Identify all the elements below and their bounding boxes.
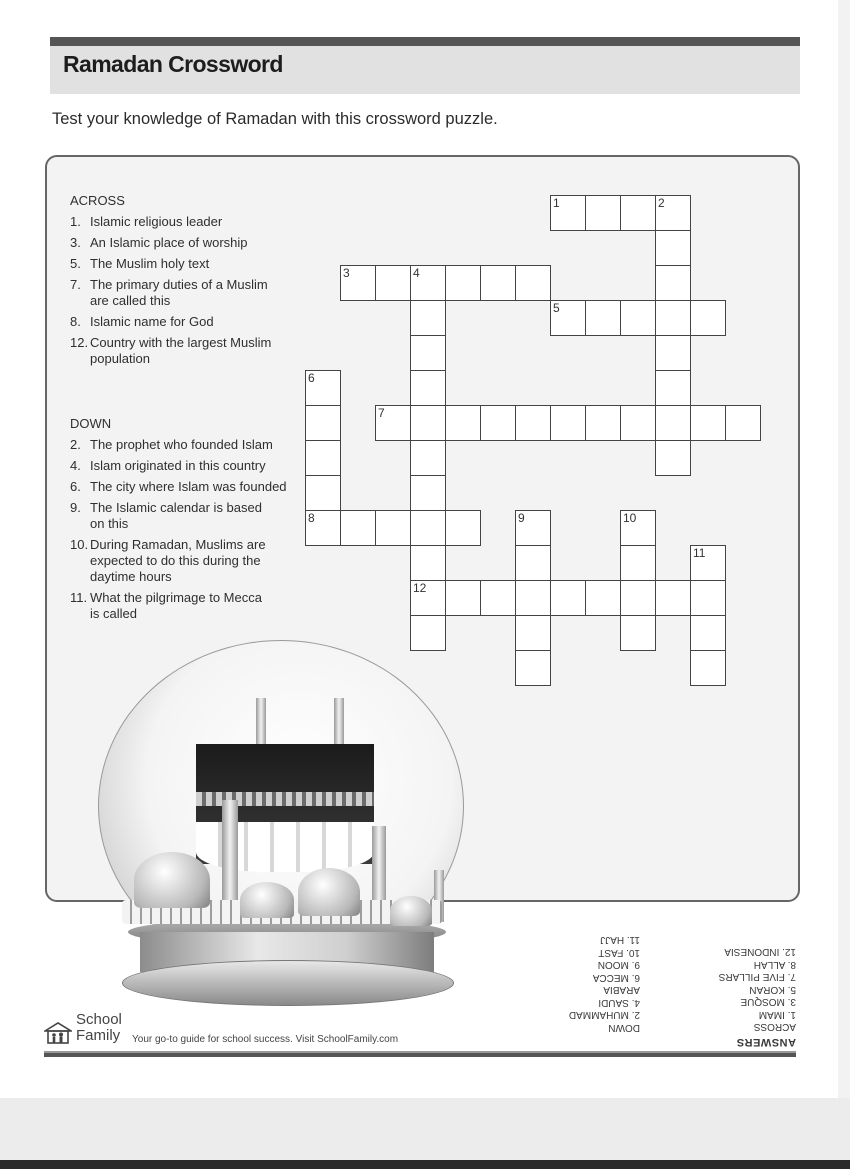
crossword-cell[interactable] — [445, 405, 481, 441]
answer-item: 3. MOSQUE — [740, 996, 796, 1008]
clue-text: During Ramadan, Muslims are expected to do this during the daytime hours — [90, 537, 266, 584]
cell-number: 11 — [693, 546, 706, 560]
crossword-cell[interactable] — [550, 405, 586, 441]
dome — [134, 852, 210, 908]
clue-number: 3. — [70, 235, 81, 250]
crossword-cell[interactable] — [655, 580, 691, 616]
cell-number: 4 — [413, 266, 420, 280]
crossword-cell[interactable] — [620, 545, 656, 581]
crossword-cell[interactable] — [550, 300, 586, 336]
footer-divider — [44, 1051, 796, 1057]
crossword-cell[interactable] — [410, 580, 446, 616]
page-title: Ramadan Crossword — [63, 51, 283, 77]
cell-number: 7 — [378, 406, 385, 420]
answer-item: 4. SAUDI ARABIA — [598, 984, 640, 1008]
dome — [298, 868, 360, 916]
clue-number: 7. — [70, 277, 81, 292]
crossword-cell[interactable] — [620, 510, 656, 546]
crossword-cell[interactable] — [410, 370, 446, 406]
clue-text: The prophet who founded Islam — [90, 437, 273, 452]
clue-text: Islamic name for God — [90, 314, 214, 329]
crossword-cell[interactable] — [410, 440, 446, 476]
crossword-cell[interactable] — [340, 265, 376, 301]
cell-number: 12 — [413, 581, 427, 595]
dome — [240, 882, 294, 918]
crossword-cell[interactable] — [410, 545, 446, 581]
answer-item: 12. INDONESIA — [724, 946, 796, 958]
crossword-cell[interactable] — [375, 405, 411, 441]
crossword-cell[interactable] — [655, 195, 691, 231]
crossword-cell[interactable] — [690, 650, 726, 686]
clue-number: 11. — [70, 590, 88, 605]
crossword-cell[interactable] — [410, 615, 446, 651]
crossword-cell[interactable] — [585, 195, 621, 231]
crossword-cell[interactable] — [655, 300, 691, 336]
answers-key — [560, 932, 796, 1048]
answers-across-heading: ACROSS — [753, 1021, 796, 1033]
crossword-cell[interactable] — [620, 405, 656, 441]
clue-text: The Muslim holy text — [90, 256, 210, 271]
clue-number: 2. — [70, 437, 81, 452]
cell-number: 2 — [658, 196, 665, 210]
house-icon — [44, 1022, 72, 1044]
intro-text: Test your knowledge of Ramadan with this crossword puzzle. — [52, 110, 498, 128]
answer-item: 9. MOON — [597, 959, 640, 971]
crossword-cell[interactable] — [410, 265, 446, 301]
crossword-cell[interactable] — [340, 510, 376, 546]
schoolfamily-logo — [44, 1012, 134, 1048]
crossword-cell[interactable] — [655, 230, 691, 266]
logo-line: School — [76, 1011, 122, 1028]
crossword-cell[interactable] — [550, 580, 586, 616]
clue-text: Islam originated in this country — [90, 458, 266, 473]
crossword-cell[interactable] — [515, 615, 551, 651]
crossword-cell[interactable] — [305, 510, 341, 546]
crossword-cell[interactable] — [620, 615, 656, 651]
logo-line: Family — [76, 1027, 121, 1044]
clue-text: Islamic religious leader — [90, 214, 223, 229]
crossword-cell[interactable] — [620, 580, 656, 616]
clue-text: What the pilgrimage to Mecca is called — [90, 590, 262, 621]
crossword-cell[interactable] — [620, 195, 656, 231]
dome — [390, 896, 432, 926]
cell-number: 8 — [308, 511, 315, 525]
crossword-cell[interactable] — [305, 440, 341, 476]
crossword-cell[interactable] — [655, 440, 691, 476]
answer-item: 6. MECCA — [592, 972, 640, 983]
crossword-cell[interactable] — [305, 405, 341, 441]
down-heading: DOWN — [70, 416, 112, 431]
crossword-cell[interactable] — [375, 510, 411, 546]
cell-number: 6 — [308, 371, 315, 385]
crossword-cell[interactable] — [655, 265, 691, 301]
crossword-cell[interactable] — [515, 265, 551, 301]
cell-number: 5 — [553, 301, 560, 315]
crossword-cell[interactable] — [445, 265, 481, 301]
cell-number: 9 — [518, 511, 525, 525]
cell-number: 10 — [623, 511, 637, 525]
cell-number: 3 — [343, 266, 350, 280]
clue-text: Country with the largest Muslim population — [90, 335, 272, 366]
crossword-cell[interactable] — [305, 370, 341, 406]
answer-item: 8. ALLAH — [753, 959, 796, 970]
crossword-cell[interactable] — [655, 370, 691, 406]
answer-item: 7. FIVE PILLARS — [718, 971, 796, 983]
across-heading: ACROSS — [70, 193, 125, 208]
crossword-cell[interactable] — [375, 265, 411, 301]
answer-item: 11. HAJJ — [600, 934, 640, 946]
crossword-cell[interactable] — [305, 475, 341, 511]
crossword-cell[interactable] — [410, 475, 446, 511]
crossword-cell[interactable] — [690, 405, 726, 441]
clue-number: 4. — [70, 458, 81, 473]
crossword-cell[interactable] — [480, 580, 516, 616]
crossword-cell[interactable] — [445, 510, 481, 546]
clue-text: An Islamic place of worship — [90, 235, 248, 250]
clue-text: The primary duties of a Muslim are called this — [90, 277, 268, 308]
clue-number: 10. — [70, 537, 89, 552]
clue-number: 12. — [70, 335, 89, 350]
crossword-cell[interactable] — [515, 580, 551, 616]
crossword-cell[interactable] — [620, 300, 656, 336]
crossword-cell[interactable] — [690, 545, 726, 581]
crossword-cell[interactable] — [515, 405, 551, 441]
globe-base — [122, 960, 454, 1006]
crossword-cell[interactable] — [515, 545, 551, 581]
crossword-cell[interactable] — [585, 580, 621, 616]
cell-number: 1 — [553, 196, 560, 210]
answers-heading: ANSWERS — [736, 1036, 796, 1048]
clue-text: The Islamic calendar is based on this — [90, 500, 262, 531]
answer-item: 1. IMAM — [758, 1009, 796, 1020]
answers-down-heading: DOWN — [608, 1022, 640, 1033]
crossword-cell[interactable] — [725, 405, 761, 441]
footer-tagline: Your go-to guide for school success. Visit SchoolFamily.com — [132, 1034, 399, 1045]
crossword-cell[interactable] — [410, 335, 446, 371]
answers-across — [719, 945, 796, 1048]
crossword-cell[interactable] — [515, 510, 551, 546]
answer-item: 2. MUHAMMAD — [568, 1009, 640, 1021]
crossword-cell[interactable] — [410, 405, 446, 441]
clue-number: 9. — [70, 500, 81, 515]
crossword-cell[interactable] — [550, 195, 586, 231]
clue-number: 8. — [70, 314, 81, 329]
crossword-cell[interactable] — [690, 615, 726, 651]
crossword-cell[interactable] — [655, 405, 691, 441]
crossword-cell[interactable] — [410, 300, 446, 336]
crossword-cell[interactable] — [690, 580, 726, 616]
crossword-cell[interactable] — [585, 300, 621, 336]
crossword-cell[interactable] — [410, 510, 446, 546]
crossword-cell[interactable] — [655, 335, 691, 371]
clue-number: 6. — [70, 479, 81, 494]
clue-number: 5. — [70, 256, 81, 271]
answers-down — [560, 933, 640, 1033]
crossword-cell[interactable] — [515, 650, 551, 686]
answer-item: 5. KORAN — [749, 984, 796, 995]
crossword-cell[interactable] — [690, 300, 726, 336]
logo-text — [76, 1012, 122, 1044]
answer-item: 10. FAST — [598, 947, 640, 958]
clue-text: The city where Islam was founded — [90, 479, 287, 494]
crossword-cell[interactable] — [585, 405, 621, 441]
crossword-cell[interactable] — [480, 265, 516, 301]
crossword-cell[interactable] — [480, 405, 516, 441]
crossword-cell[interactable] — [445, 580, 481, 616]
clue-number: 1. — [70, 214, 81, 229]
